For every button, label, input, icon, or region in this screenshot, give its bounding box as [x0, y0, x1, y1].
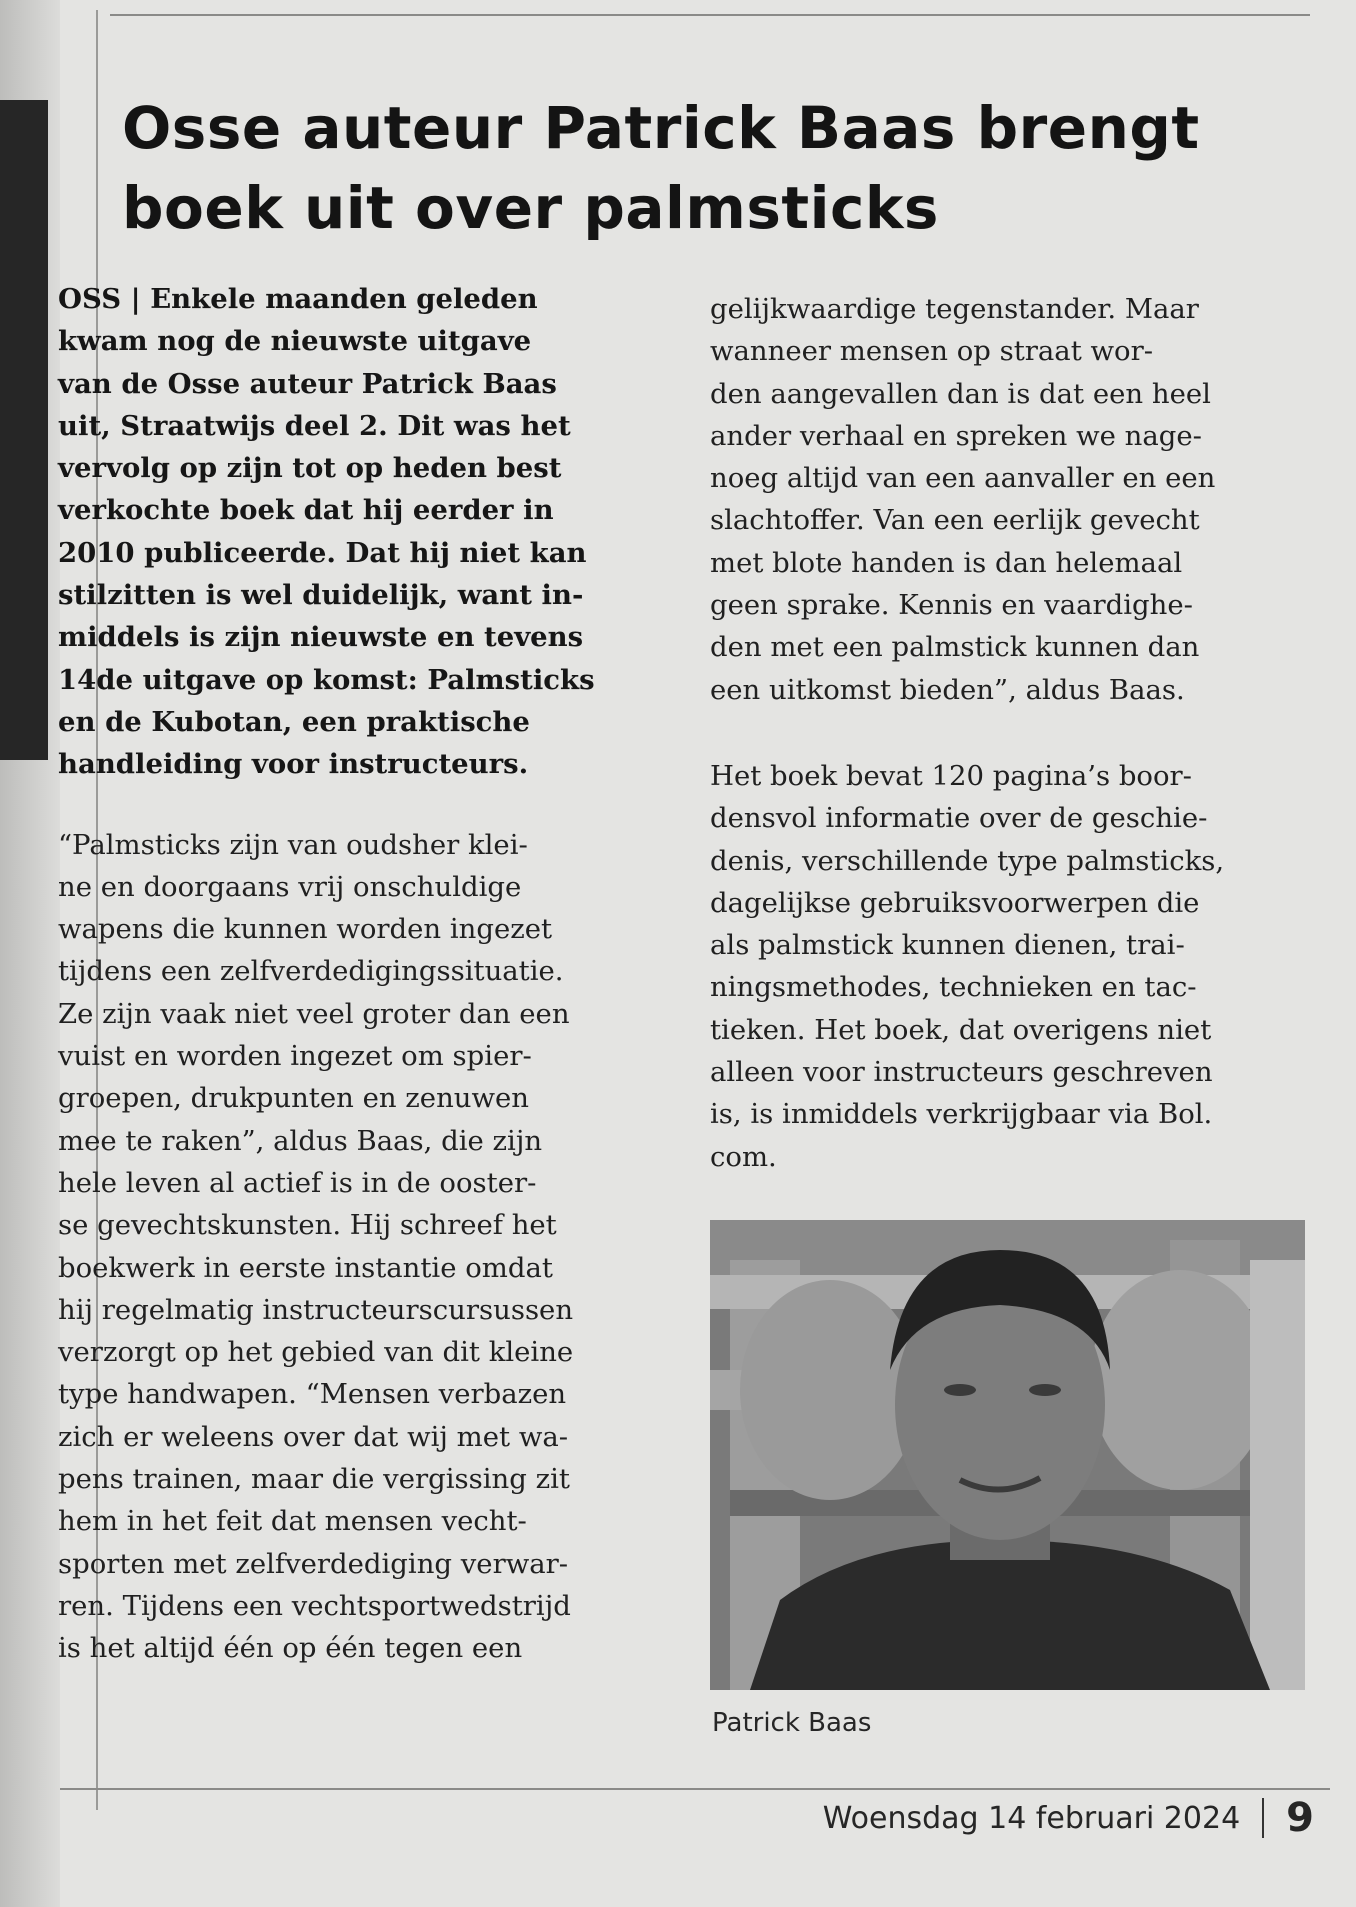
body-line: denis, verschillende type palmsticks, — [710, 844, 1225, 877]
lead-line: 2010 publiceerde. Dat hij niet kan — [58, 536, 587, 569]
body-line: com. — [710, 1140, 777, 1173]
body-line: zich er weleens over dat wij met wa- — [58, 1420, 569, 1453]
body-line: hele leven al actief is in de ooster- — [58, 1166, 537, 1199]
lead-line: handleiding voor instructeurs. — [58, 748, 529, 781]
body-line: Het boek bevat 120 pagina’s boor- — [710, 759, 1192, 792]
lead-paragraph — [58, 278, 658, 786]
body-line: ander verhaal en spreken we nage- — [710, 419, 1202, 452]
body-line: is, is inmiddels verkrijgbaar via Bol. — [710, 1098, 1213, 1131]
body-line: den met een palmstick kunnen dan — [710, 631, 1200, 664]
left-column — [58, 278, 658, 1670]
body-line: tijdens een zelfverdedigingssituatie. — [58, 955, 564, 988]
body-line: hij regelmatig instructeurscursussen — [58, 1293, 574, 1326]
page-footer — [823, 1795, 1314, 1841]
body-line: met blote handen is dan helemaal — [710, 546, 1183, 579]
lead-line: OSS | Enkele maanden geleden — [58, 283, 538, 315]
lead-line: en de Kubotan, een praktische — [58, 705, 530, 738]
lead-line: 14de uitgave op komst: Palmsticks — [58, 663, 595, 696]
lead-line: kwam nog de nieuwste uitgave — [58, 325, 532, 358]
right-column — [710, 288, 1290, 1178]
body-line: wapens die kunnen worden ingezet — [58, 913, 553, 946]
body-line: geen sprake. Kennis en vaardighe- — [710, 589, 1193, 622]
body-line: wanneer mensen op straat wor- — [710, 335, 1154, 368]
lead-line: verkochte boek dat hij eerder in — [58, 494, 554, 527]
footer-date: Woensdag 14 februari 2024 — [822, 1800, 1241, 1836]
body-line: is het altijd één op één tegen een — [58, 1632, 523, 1665]
author-photo — [710, 1220, 1305, 1690]
body-line: Ze zijn vaak niet veel groter dan een — [58, 997, 570, 1030]
body-line: den aangevallen dan is dat een heel — [710, 377, 1211, 410]
body-line: dagelijkse gebruiksvoorwerpen die — [710, 886, 1200, 919]
lead-line: stilzitten is wel duidelijk, want in- — [58, 579, 584, 612]
body-line: hem in het feit dat mensen vecht- — [58, 1505, 527, 1538]
headline-line: Osse auteur Patrick Baas brengt — [122, 94, 1200, 162]
body-line: als palmstick kunnen dienen, trai- — [710, 929, 1185, 962]
headline-line: boek uit over palmsticks — [122, 174, 939, 242]
page-number: 9 — [1286, 1795, 1314, 1841]
lead-line: van de Osse auteur Patrick Baas — [58, 367, 557, 400]
bottom-rule — [60, 1788, 1330, 1790]
body-line: boekwerk in eerste instantie omdat — [58, 1251, 553, 1284]
footer-separator — [1262, 1798, 1264, 1838]
body-paragraph — [58, 824, 658, 1670]
article-headline — [122, 88, 1272, 248]
body-line: mee te raken”, aldus Baas, die zijn — [58, 1124, 543, 1157]
body-line: gelijkwaardige tegenstander. Maar — [710, 293, 1199, 325]
body-line: tieken. Het boek, dat overigens niet — [710, 1013, 1212, 1046]
body-line: “Palmsticks zijn van oudsher klei- — [58, 828, 528, 861]
continued-paragraph — [710, 288, 1290, 711]
body-line: densvol informatie over de geschie- — [710, 802, 1208, 835]
body-line: se gevechtskunsten. Hij schreef het — [58, 1209, 557, 1242]
body-line: ne en doorgaans vrij onschuldige — [58, 870, 522, 903]
body-line: verzorgt op het gebied van dit kleine — [58, 1336, 574, 1369]
body-line: sporten met zelfverdediging verwar- — [58, 1547, 569, 1580]
body-line: ren. Tijdens een vechtsportwedstrijd — [58, 1589, 571, 1622]
book-info-paragraph — [710, 755, 1290, 1178]
photo-caption: Patrick Baas — [712, 1708, 872, 1738]
body-line: ningsmethodes, technieken en tac- — [710, 971, 1197, 1004]
body-line: noeg altijd van een aanvaller en een — [710, 462, 1216, 495]
body-line: groepen, drukpunten en zenuwen — [58, 1082, 530, 1115]
body-line: een uitkomst bieden”, aldus Baas. — [710, 673, 1185, 706]
top-rule — [110, 14, 1310, 16]
lead-line: middels is zijn nieuwste en tevens — [58, 621, 584, 654]
adjacent-page-edge — [0, 100, 48, 760]
lead-line: uit, Straatwijs deel 2. Dit was het — [58, 409, 571, 442]
lead-line: vervolg op zijn tot op heden best — [58, 452, 562, 485]
body-line: pens trainen, maar die vergissing zit — [58, 1463, 570, 1496]
body-line: type handwapen. “Mensen verbazen — [58, 1378, 567, 1411]
body-line: slachtoffer. Van een eerlijk gevecht — [710, 504, 1200, 537]
body-line: vuist en worden ingezet om spier- — [58, 1040, 532, 1073]
body-line: alleen voor instructeurs geschreven — [710, 1056, 1213, 1089]
